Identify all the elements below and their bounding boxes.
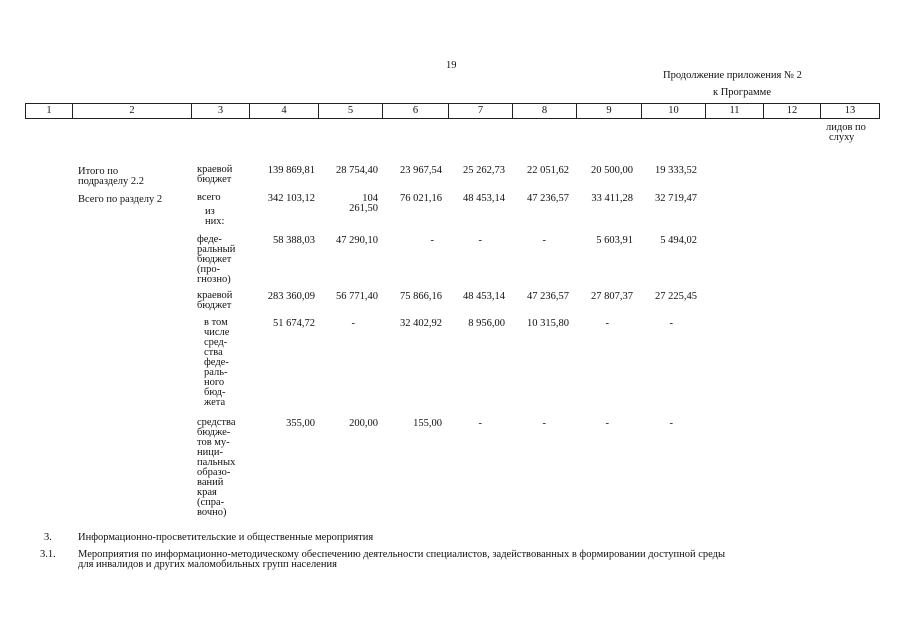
cell-r5-c8: 10 315,80 xyxy=(527,318,569,329)
source-line: бюджет xyxy=(197,300,232,311)
source-line: раль- xyxy=(204,367,228,378)
row-source xyxy=(197,418,236,518)
cell-r3-c8: - xyxy=(542,235,546,246)
section-3-1-line: для инвалидов и других маломобильных групп населения xyxy=(78,559,337,570)
row-source xyxy=(197,291,232,311)
row-name-total-section-2: Всего по разделу 2 xyxy=(78,194,163,205)
source-line: вочно) xyxy=(197,507,227,518)
page-number: 19 xyxy=(446,60,457,71)
cell-r2-c7: 48 453,14 xyxy=(463,193,505,204)
source-line: (спра- xyxy=(197,497,225,508)
col-header-9: 9 xyxy=(577,104,642,119)
cell-r3-c9: 5 603,91 xyxy=(596,235,633,246)
source-line: бюдже- xyxy=(197,427,231,438)
source-line: них: xyxy=(205,216,225,227)
source-line: феде- xyxy=(197,234,222,245)
col13-tail-line: слуху xyxy=(829,132,855,143)
source-line: всего xyxy=(197,192,221,203)
row-name-line: подразделу 2.2 xyxy=(78,176,145,187)
cell-r4-c9: 27 807,37 xyxy=(591,291,633,302)
cell-line: 261,50 xyxy=(349,203,378,214)
cell-r3-c10: 5 494,02 xyxy=(660,235,697,246)
cell-r1-c10: 19 333,52 xyxy=(655,165,697,176)
cell-r1-c4: 139 869,81 xyxy=(267,165,315,176)
cell-r4-c10: 27 225,45 xyxy=(655,291,697,302)
col-header-4: 4 xyxy=(250,104,319,119)
cell-r6-c6: 155,00 xyxy=(413,418,442,429)
source-line: бюджет xyxy=(197,254,232,265)
cell-r2-c10: 32 719,47 xyxy=(655,193,697,204)
row-source xyxy=(197,165,232,185)
source-line: ральный xyxy=(197,244,236,255)
cell-r2-c9: 33 411,28 xyxy=(591,193,633,204)
row-source xyxy=(197,235,235,285)
row-source xyxy=(197,193,224,227)
cell-r3-c4: 58 388,03 xyxy=(273,235,315,246)
col-header-2: 2 xyxy=(73,104,192,119)
cell-r6-c9: - xyxy=(605,418,609,429)
section-3-number: 3. xyxy=(44,532,52,543)
cell-r1-c5: 28 754,40 xyxy=(336,165,378,176)
source-line: бюджет xyxy=(197,174,232,185)
cell-r6-c8: - xyxy=(542,418,546,429)
source-line: краевой xyxy=(197,290,233,301)
cell-r4-c8: 47 236,57 xyxy=(527,291,569,302)
section-3-1-line: Мероприятия по информационно-методическому обеспечению деятельности специалистов, задействованных в формировании доступной среды xyxy=(78,549,726,560)
cell-r4-c6: 75 866,16 xyxy=(400,291,442,302)
source-line: бюд- xyxy=(204,387,226,398)
source-line: пальных xyxy=(197,457,236,468)
col13-tail-line: лидов по xyxy=(826,122,866,133)
source-line: феде- xyxy=(204,357,229,368)
col-header-6: 6 xyxy=(383,104,449,119)
cell-r5-c6: 32 402,92 xyxy=(400,318,442,329)
col-header-8: 8 xyxy=(513,104,577,119)
cell-r1-c7: 25 262,73 xyxy=(463,165,505,176)
col-header-13: 13 xyxy=(821,104,880,119)
cell-r2-c6: 76 021,16 xyxy=(400,193,442,204)
row-source xyxy=(204,318,229,408)
column-number-header xyxy=(25,103,880,119)
source-line: из xyxy=(205,206,215,217)
cell-r3-c6: - xyxy=(430,235,434,246)
col-header-10: 10 xyxy=(642,104,706,119)
cell-r4-c7: 48 453,14 xyxy=(463,291,505,302)
section-3-1-text xyxy=(78,550,725,570)
cell-r2-c5 xyxy=(349,194,378,214)
source-line: краевой xyxy=(197,164,233,175)
col-header-7: 7 xyxy=(449,104,513,119)
cell-r1-c6: 23 967,54 xyxy=(400,165,442,176)
cell-r5-c9: - xyxy=(605,318,609,329)
source-line: числе xyxy=(204,327,230,338)
col-header-5: 5 xyxy=(319,104,383,119)
source-line: средства xyxy=(197,417,236,428)
cell-r2-c8: 47 236,57 xyxy=(527,193,569,204)
continuation-line-1: Продолжение приложения № 2 xyxy=(663,70,802,81)
row-name-line: Итого по xyxy=(78,166,119,177)
cell-r2-c4: 342 103,12 xyxy=(267,193,315,204)
cell-r5-c5: - xyxy=(351,318,355,329)
cell-r4-c5: 56 771,40 xyxy=(336,291,378,302)
source-line: (про- xyxy=(197,264,221,275)
section-3-1-number: 3.1. xyxy=(40,549,56,560)
cell-r3-c7: - xyxy=(478,235,482,246)
col13-tail xyxy=(826,123,866,143)
cell-r1-c9: 20 500,00 xyxy=(591,165,633,176)
cell-r4-c4: 283 360,09 xyxy=(267,291,315,302)
cell-r6-c5: 200,00 xyxy=(349,418,378,429)
source-line: жета xyxy=(204,397,226,408)
cell-r6-c7: - xyxy=(478,418,482,429)
col-header-12: 12 xyxy=(764,104,821,119)
cell-r6-c4: 355,00 xyxy=(286,418,315,429)
source-line: края xyxy=(197,487,217,498)
source-line: гнозно) xyxy=(197,274,231,285)
cell-r5-c10: - xyxy=(669,318,673,329)
source-line: в том xyxy=(204,317,228,328)
source-line: ного xyxy=(204,377,225,388)
cell-r3-c5: 47 290,10 xyxy=(336,235,378,246)
cell-r5-c7: 8 956,00 xyxy=(468,318,505,329)
continuation-line-2: к Программе xyxy=(713,87,771,98)
source-line: ници- xyxy=(197,447,223,458)
col-header-1: 1 xyxy=(26,104,73,119)
cell-r6-c10: - xyxy=(669,418,673,429)
source-line: сред- xyxy=(204,337,228,348)
source-line: тов му- xyxy=(197,437,230,448)
cell-line: 104 xyxy=(362,193,378,204)
col-header-11: 11 xyxy=(706,104,764,119)
cell-r5-c4: 51 674,72 xyxy=(273,318,315,329)
col-header-3: 3 xyxy=(192,104,250,119)
source-line: образо- xyxy=(197,467,231,478)
source-line: ства xyxy=(204,347,223,358)
cell-r1-c8: 22 051,62 xyxy=(527,165,569,176)
section-3-title: Информационно-просветительские и общественные мероприятия xyxy=(78,532,374,543)
row-name-subtotal-2-2 xyxy=(78,167,144,187)
source-line: ваний xyxy=(197,477,224,488)
